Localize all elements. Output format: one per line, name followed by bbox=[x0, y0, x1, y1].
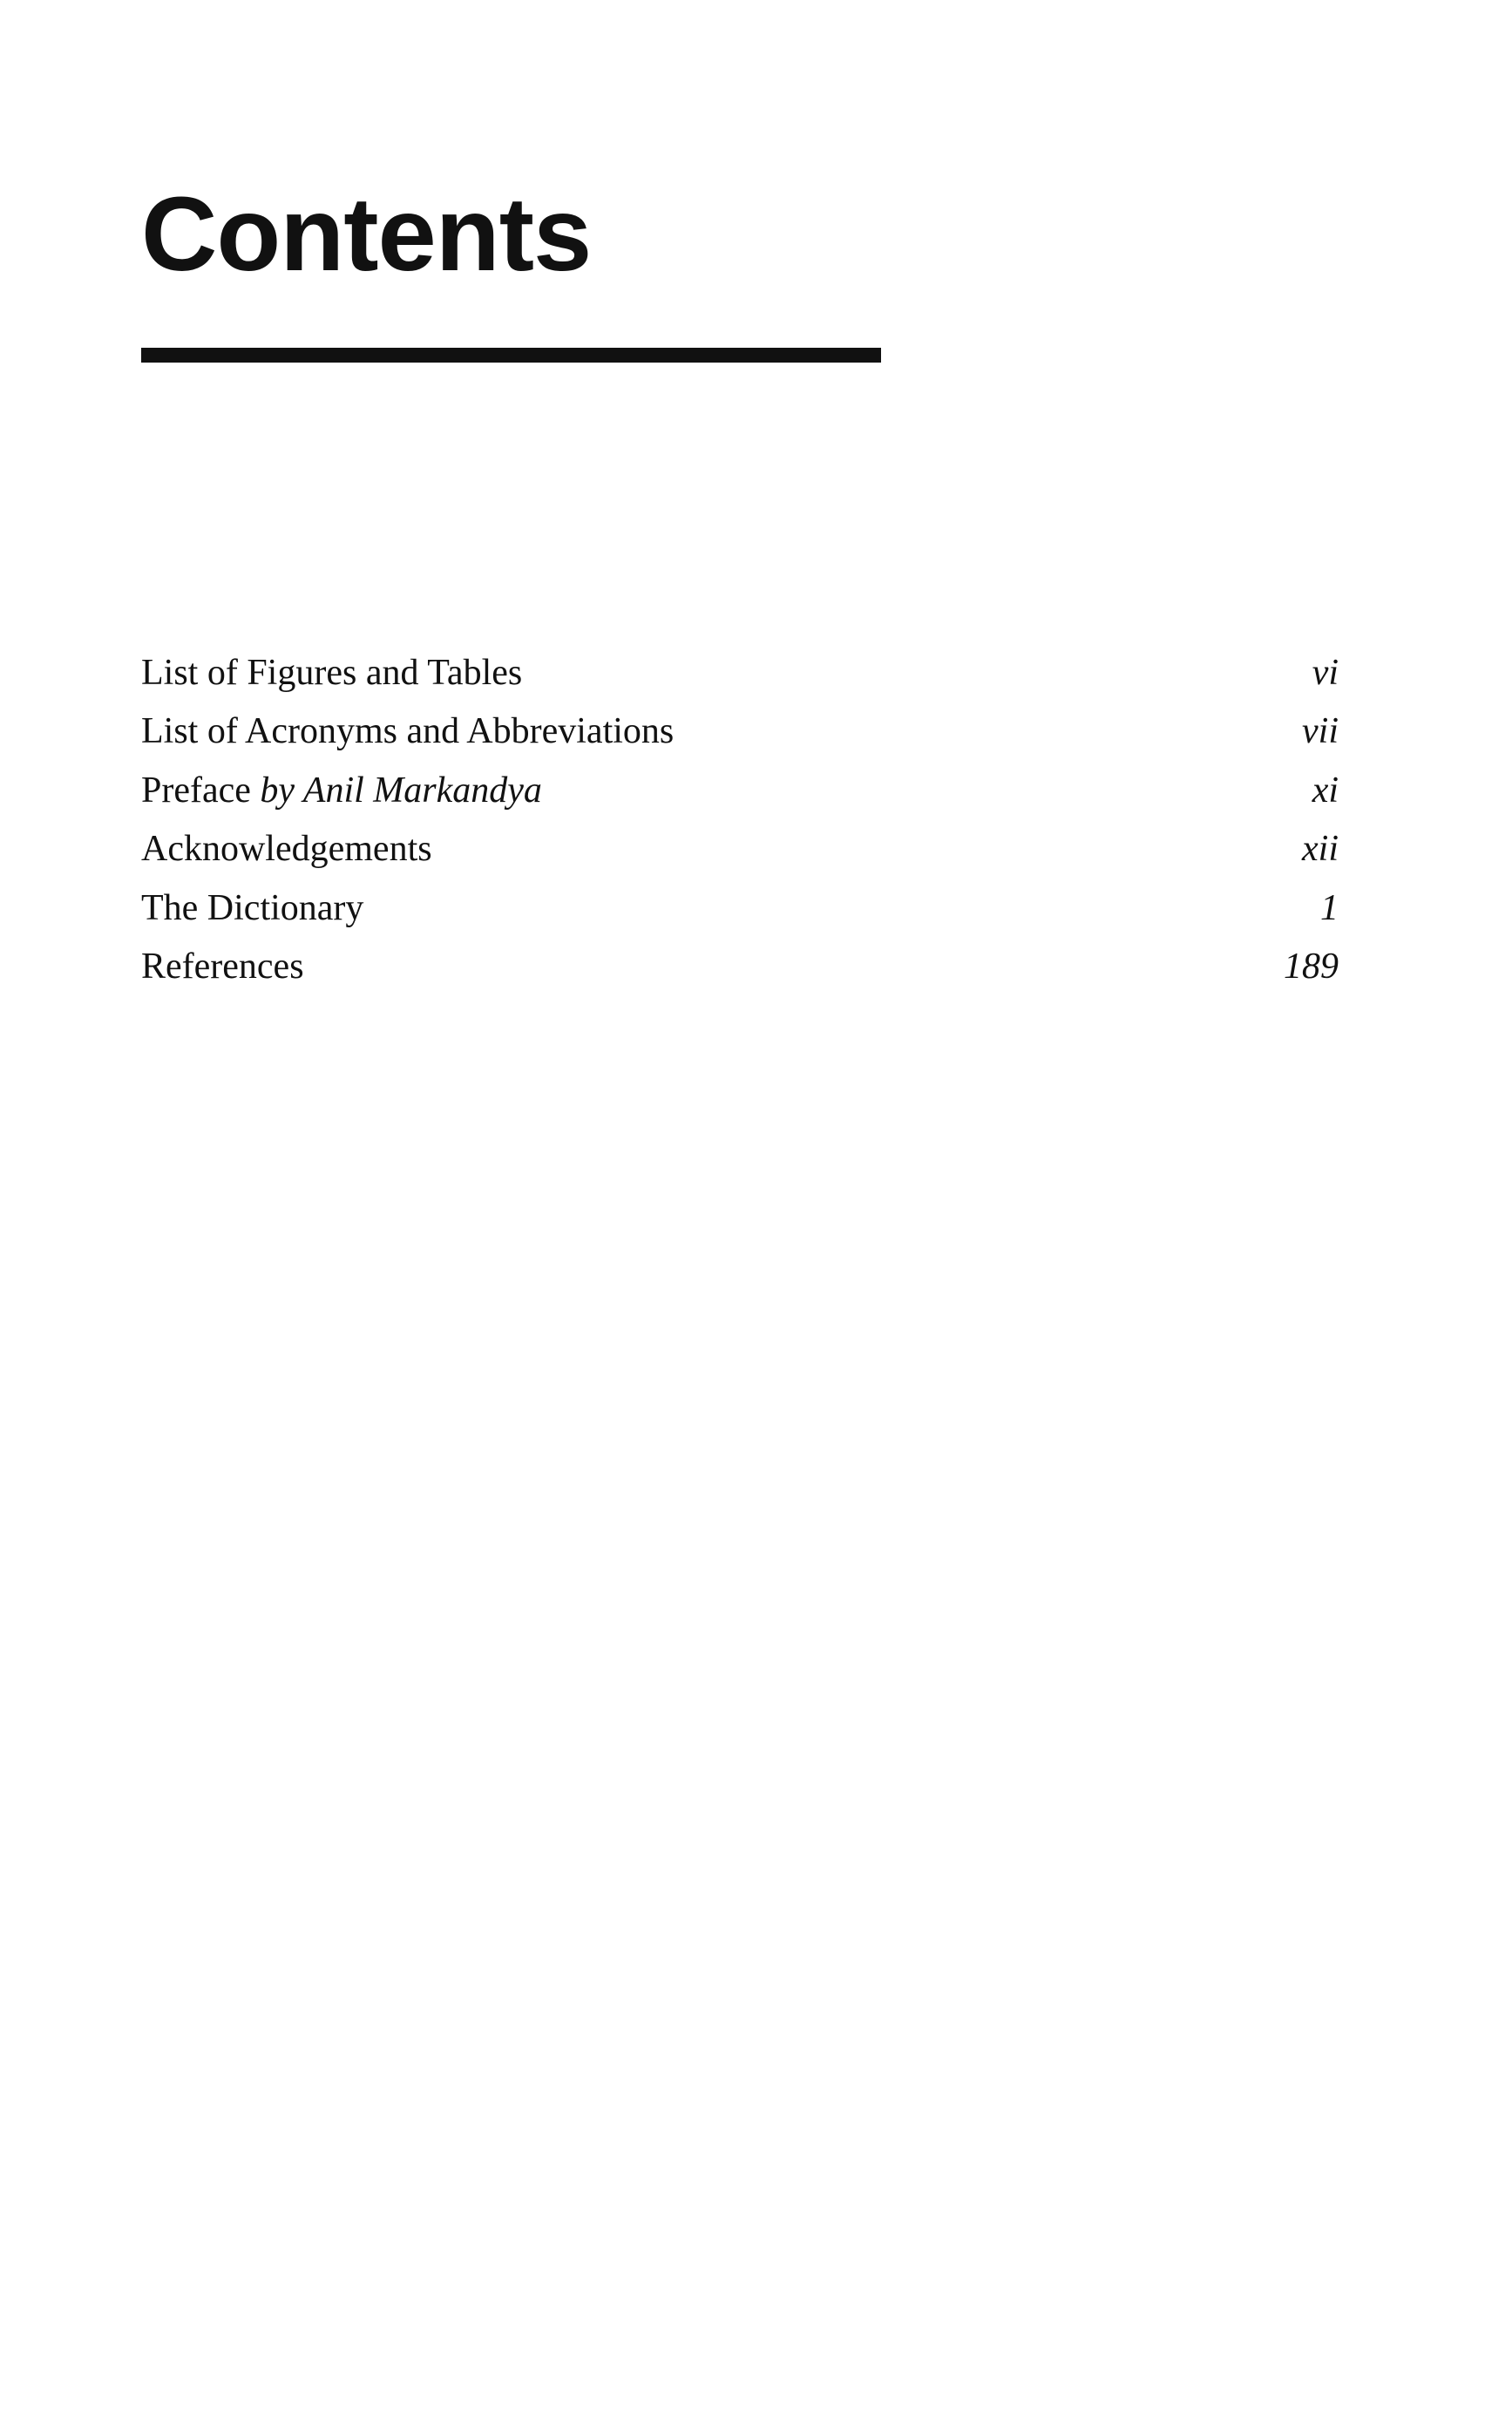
toc-entry-the-dictionary[interactable] bbox=[141, 887, 1339, 946]
toc-entry-references[interactable] bbox=[141, 946, 1339, 1004]
table-of-contents bbox=[141, 652, 1339, 1004]
toc-entry-list-of-acronyms[interactable] bbox=[141, 710, 1339, 769]
toc-entry-preface[interactable] bbox=[141, 770, 1339, 828]
toc-entry-page-number: xi bbox=[1312, 770, 1339, 811]
toc-entry-page-number: 189 bbox=[1284, 946, 1339, 987]
toc-entry-acknowledgements[interactable] bbox=[141, 828, 1339, 886]
page-title: Contents bbox=[141, 174, 592, 293]
toc-entry-page-number: 1 bbox=[1320, 887, 1339, 928]
toc-entry-label: References bbox=[141, 946, 304, 987]
toc-entry-page-number: vi bbox=[1312, 653, 1339, 693]
title-rule bbox=[141, 348, 881, 363]
toc-entry-label: Acknowledgements bbox=[141, 829, 432, 870]
toc-entry-label: Preface by Anil Markandya bbox=[141, 770, 542, 811]
toc-entry-label: List of Acronyms and Abbreviations bbox=[141, 711, 675, 752]
toc-entry-page-number: vii bbox=[1302, 711, 1339, 752]
toc-entry-author: by Anil Markandya bbox=[260, 770, 542, 811]
toc-entry-list-of-figures-and-tables[interactable] bbox=[141, 652, 1339, 710]
toc-entry-page-number: xii bbox=[1302, 829, 1339, 870]
toc-entry-label: List of Figures and Tables bbox=[141, 653, 523, 693]
toc-entry-label: The Dictionary bbox=[141, 887, 364, 928]
